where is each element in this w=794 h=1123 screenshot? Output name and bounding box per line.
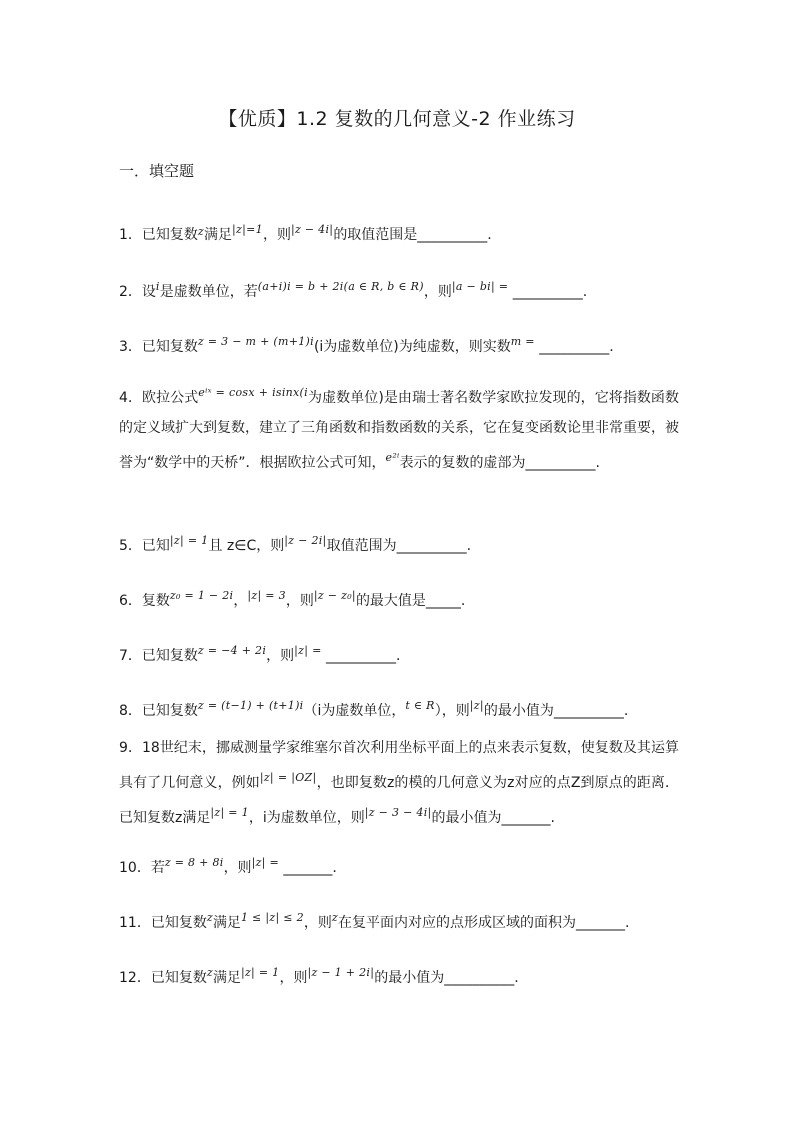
- question-6: [119, 586, 679, 611]
- question-text: 7．已知复数: [119, 648, 198, 664]
- question-text: ，则: [223, 860, 252, 876]
- question-text: ，则: [262, 227, 291, 243]
- question-text: __________.: [508, 284, 588, 300]
- question-text: 满足: [212, 970, 241, 986]
- math-expression: |z − 1 + 2i|: [307, 966, 375, 979]
- question-text: （i为虚数单位，: [303, 703, 406, 719]
- question-text: 的最大值是_____.: [355, 593, 466, 609]
- question-text: ，则: [285, 593, 314, 609]
- question-text: ，i为虚数单位，则: [248, 810, 365, 826]
- question-text: 的取值范围是__________.: [333, 227, 492, 243]
- math-expression: i: [155, 280, 160, 293]
- question-9: [119, 733, 679, 833]
- math-expression: z: [331, 911, 338, 924]
- math-expression: |z|=1: [232, 223, 263, 236]
- math-expression: z = 3 − m + (m+1)i: [197, 335, 314, 348]
- math-expression: z = (t−1) + (t+1)i: [197, 699, 304, 712]
- question-text: ，则: [423, 284, 452, 300]
- question-text: 1．已知复数: [119, 227, 198, 243]
- question-text: 11．已知复数: [119, 915, 207, 931]
- question-text: 在复平面内对应的点形成区域的面积为_______.: [337, 915, 630, 931]
- math-expression: |z| = 3: [247, 589, 286, 602]
- math-expression: eⁱˣ = cosx + isinx(i: [198, 386, 308, 399]
- question-text: 的最小值为__________.: [374, 970, 519, 986]
- question-text: ，则: [303, 915, 332, 931]
- question-text: 的最小值为_______.: [431, 810, 555, 826]
- page-title: 【优质】1.2 复数的几何意义-2 作业练习: [218, 108, 576, 130]
- question-text: __________.: [321, 648, 401, 664]
- question-text: 12．已知复数: [119, 970, 207, 986]
- question-2: [119, 277, 679, 302]
- question-5: [119, 531, 679, 556]
- math-expression: |z|: [469, 699, 484, 712]
- question-text: 8．已知复数: [119, 703, 198, 719]
- question-text: 10．若: [119, 860, 165, 876]
- question-11: [119, 908, 679, 933]
- math-expression: e²ⁱ: [385, 451, 400, 464]
- math-expression: |z| =: [251, 856, 279, 869]
- question-text: ），则: [434, 703, 470, 719]
- question-text: 是虚数单位，若: [159, 284, 258, 300]
- question-text: 为虚数单位)是由瑞士著名数学家欧拉发现的，它将指数函数的定义域扩大到复数，建立了三角函数和指数函数的关系，它在复变函数论里非常重要，被誉为“数学中的天桥”．根据欧拉公式可知，: [119, 390, 679, 471]
- question-text: 表示的复数的虚部为__________.: [399, 455, 601, 471]
- math-expression: |z| = 1: [240, 966, 280, 979]
- question-text: 2．设: [119, 284, 156, 300]
- question-text: 3．已知复数: [119, 339, 198, 355]
- question-text: 的最小值为__________.: [483, 703, 629, 719]
- math-expression: |z − 2i|: [284, 534, 327, 547]
- question-text: 4．欧拉公式: [119, 390, 199, 406]
- math-expression: |z − 3 − 4i|: [364, 806, 432, 819]
- question-3: [119, 332, 679, 357]
- section-heading: 一．填空题: [119, 162, 195, 180]
- math-expression: m =: [510, 335, 535, 348]
- math-expression: |z| =: [294, 644, 322, 657]
- math-expression: t ∈ R: [405, 699, 435, 712]
- math-expression: z: [206, 966, 213, 979]
- question-7: [119, 641, 679, 666]
- question-1: [119, 220, 679, 245]
- math-expression: z: [206, 911, 213, 924]
- math-expression: |z| = 1: [210, 806, 249, 819]
- math-expression: |z| = |OZ|: [259, 771, 317, 784]
- math-expression: 1 ≤ |z| ≤ 2: [240, 911, 304, 924]
- math-expression: (a+i)i = b + 2i(a ∈ R, b ∈ R): [257, 280, 424, 293]
- question-8: [119, 696, 679, 721]
- question-10: [119, 853, 679, 878]
- question-text: ，也即复数z的模的几何意义为z对应的点Z到原点的距离．已知复数z满足: [119, 775, 679, 826]
- question-12: [119, 963, 679, 988]
- question-text: _______.: [278, 860, 337, 876]
- question-text: 9．18世纪末，挪威测量学家维塞尔首次利用坐标平面上的点来表示复数，使复数及其运算具有了几何意义，例如: [119, 740, 679, 791]
- question-text: 满足: [204, 227, 233, 243]
- question-text: __________.: [534, 339, 614, 355]
- math-expression: z = −4 + 2i: [197, 644, 267, 657]
- question-text: 满足: [212, 915, 241, 931]
- question-text: ，: [233, 593, 248, 609]
- question-text: 且 z∈C，则: [208, 538, 285, 554]
- math-expression: |z| = 1: [169, 534, 209, 547]
- math-expression: z: [197, 225, 205, 238]
- question-text: ，则: [279, 970, 308, 986]
- math-expression: z₀ = 1 − 2i: [169, 589, 234, 602]
- question-text: 5．已知: [119, 538, 170, 554]
- math-expression: |a − bi| =: [451, 280, 509, 293]
- question-text: (i为虚数单位)为纯虚数，则实数: [313, 339, 511, 355]
- math-expression: |z − z₀|: [313, 589, 356, 602]
- math-expression: |z − 4i|: [290, 223, 334, 236]
- question-text: ，则: [266, 648, 295, 664]
- question-text: 6．复数: [119, 593, 170, 609]
- question-text: 取值范围为__________.: [326, 538, 472, 554]
- question-4: [119, 378, 679, 478]
- math-expression: z = 8 + 8i: [164, 856, 224, 869]
